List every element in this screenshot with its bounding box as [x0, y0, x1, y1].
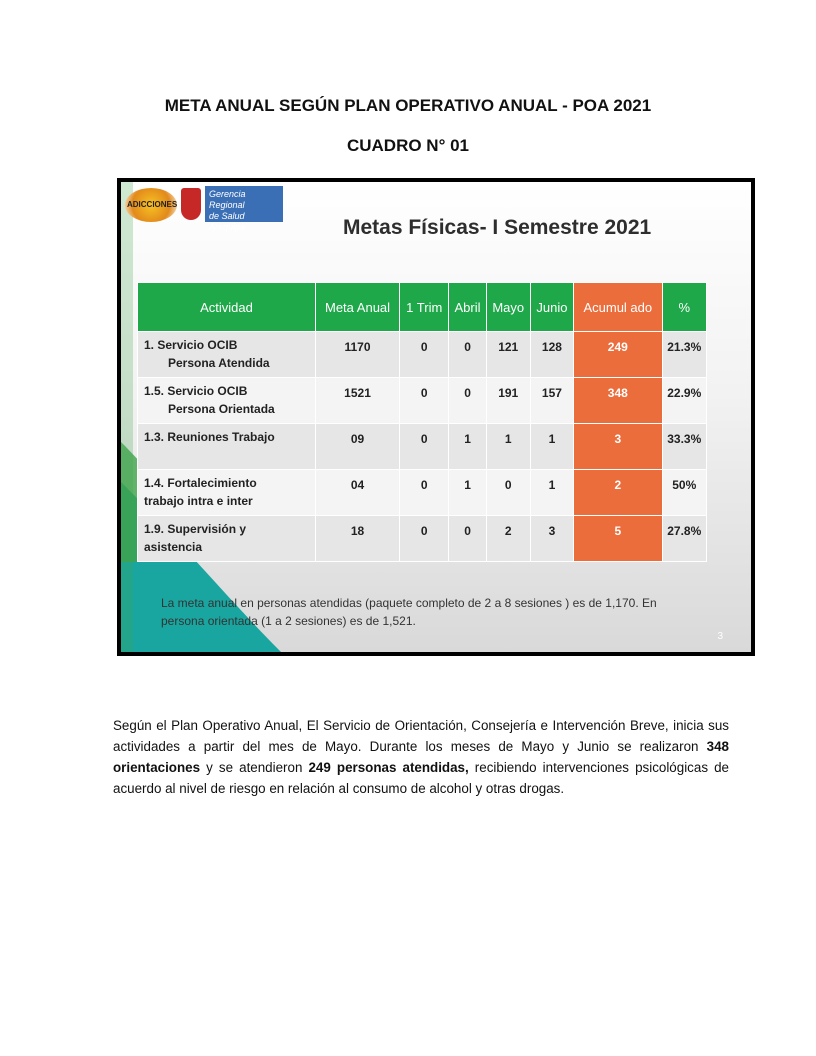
header-abril: Abril: [449, 283, 486, 332]
body-paragraph: Según el Plan Operativo Anual, El Servicio de Orientación, Consejería e Intervención Breve, inicia sus actividades a partir del mes de Mayo. Durante los meses de Mayo y Junio se realizaron 348 orientaciones y se atendieron 249 personas atendidas, recibiendo intervenciones psicológicas de acuerdo al nivel de riesgo en relación al consumo de alcohol y otras drogas.: [113, 718, 729, 797]
table-header-row: [138, 283, 707, 332]
cell-abril: 0: [449, 516, 486, 562]
cell-abril: 1: [449, 470, 486, 516]
table-row: [138, 470, 707, 516]
cell-abril: 1: [449, 424, 486, 470]
cell-percent: 27.8%: [662, 516, 707, 562]
cell-actividad: 1. Servicio OCIB Persona Atendida: [138, 332, 316, 378]
cell-meta: 09: [316, 424, 400, 470]
slide-note: La meta anual en personas atendidas (paquete completo de 2 a 8 sesiones ) es de 1,170. En persona orientada (1 a 2 sesiones) es de 1,521.: [161, 596, 657, 628]
cell-mayo: 2: [486, 516, 530, 562]
cell-abril: 0: [449, 378, 486, 424]
header-mayo: Mayo: [486, 283, 530, 332]
table-row: [138, 424, 707, 470]
cell-percent: 22.9%: [662, 378, 707, 424]
cell-trim: 0: [400, 516, 449, 562]
cell-mayo: 1: [486, 424, 530, 470]
header-meta-anual: Meta Anual: [316, 283, 400, 332]
cell-junio: 1: [530, 424, 573, 470]
bold-orientaciones: 348 orientaciones: [113, 739, 729, 776]
slide-page-number: 3: [717, 631, 723, 642]
slide-logos: [125, 186, 285, 232]
cell-acumulado: 249: [574, 332, 662, 378]
cell-meta: 18: [316, 516, 400, 562]
header-1-trim: 1 Trim: [400, 283, 449, 332]
document-title: META ANUAL SEGÚN PLAN OPERATIVO ANUAL - POA 2021: [164, 96, 652, 115]
gerencia-regional-logo: Gerencia Regional de Salud Arequipa: [205, 186, 283, 222]
cell-junio: 128: [530, 332, 573, 378]
cell-percent: 50%: [662, 470, 707, 516]
cell-actividad: 1.3. Reuniones Trabajo: [138, 424, 316, 470]
cell-actividad: 1.9. Supervisión y asistencia: [138, 516, 316, 562]
document-subtitle: CUADRO N° 01: [346, 136, 470, 155]
cell-abril: 0: [449, 332, 486, 378]
header-percent: %: [662, 283, 707, 332]
cell-trim: 0: [400, 470, 449, 516]
cell-trim: 0: [400, 332, 449, 378]
cell-mayo: 0: [486, 470, 530, 516]
cell-trim: 0: [400, 424, 449, 470]
cell-percent: 21.3%: [662, 332, 707, 378]
header-acumulado: Acumul ado: [574, 283, 662, 332]
table-row: [138, 516, 707, 562]
cell-acumulado: 2: [574, 470, 662, 516]
slide-image: [117, 178, 755, 656]
cell-actividad: 1.5. Servicio OCIB Persona Orientada: [138, 378, 316, 424]
bold-personas-atendidas: 249 personas atendidas,: [308, 760, 469, 776]
cell-meta: 1170: [316, 332, 400, 378]
cell-acumulado: 348: [574, 378, 662, 424]
cell-actividad: 1.4. Fortalecimiento trabajo intra e inter: [138, 470, 316, 516]
table-row: [138, 332, 707, 378]
cell-junio: 157: [530, 378, 573, 424]
cell-junio: 1: [530, 470, 573, 516]
header-junio: Junio: [530, 283, 573, 332]
metas-table: [137, 282, 707, 562]
cell-mayo: 191: [486, 378, 530, 424]
cell-junio: 3: [530, 516, 573, 562]
cell-trim: 0: [400, 378, 449, 424]
cell-acumulado: 3: [574, 424, 662, 470]
table-row: [138, 378, 707, 424]
adicciones-logo: ADICCIONES: [125, 188, 177, 222]
cell-mayo: 121: [486, 332, 530, 378]
header-actividad: Actividad: [138, 283, 316, 332]
cell-percent: 33.3%: [662, 424, 707, 470]
cell-meta: 04: [316, 470, 400, 516]
cell-meta: 1521: [316, 378, 400, 424]
cell-acumulado: 5: [574, 516, 662, 562]
coat-of-arms-logo: [181, 188, 201, 220]
slide-title: Metas Físicas- I Semestre 2021: [343, 216, 652, 239]
